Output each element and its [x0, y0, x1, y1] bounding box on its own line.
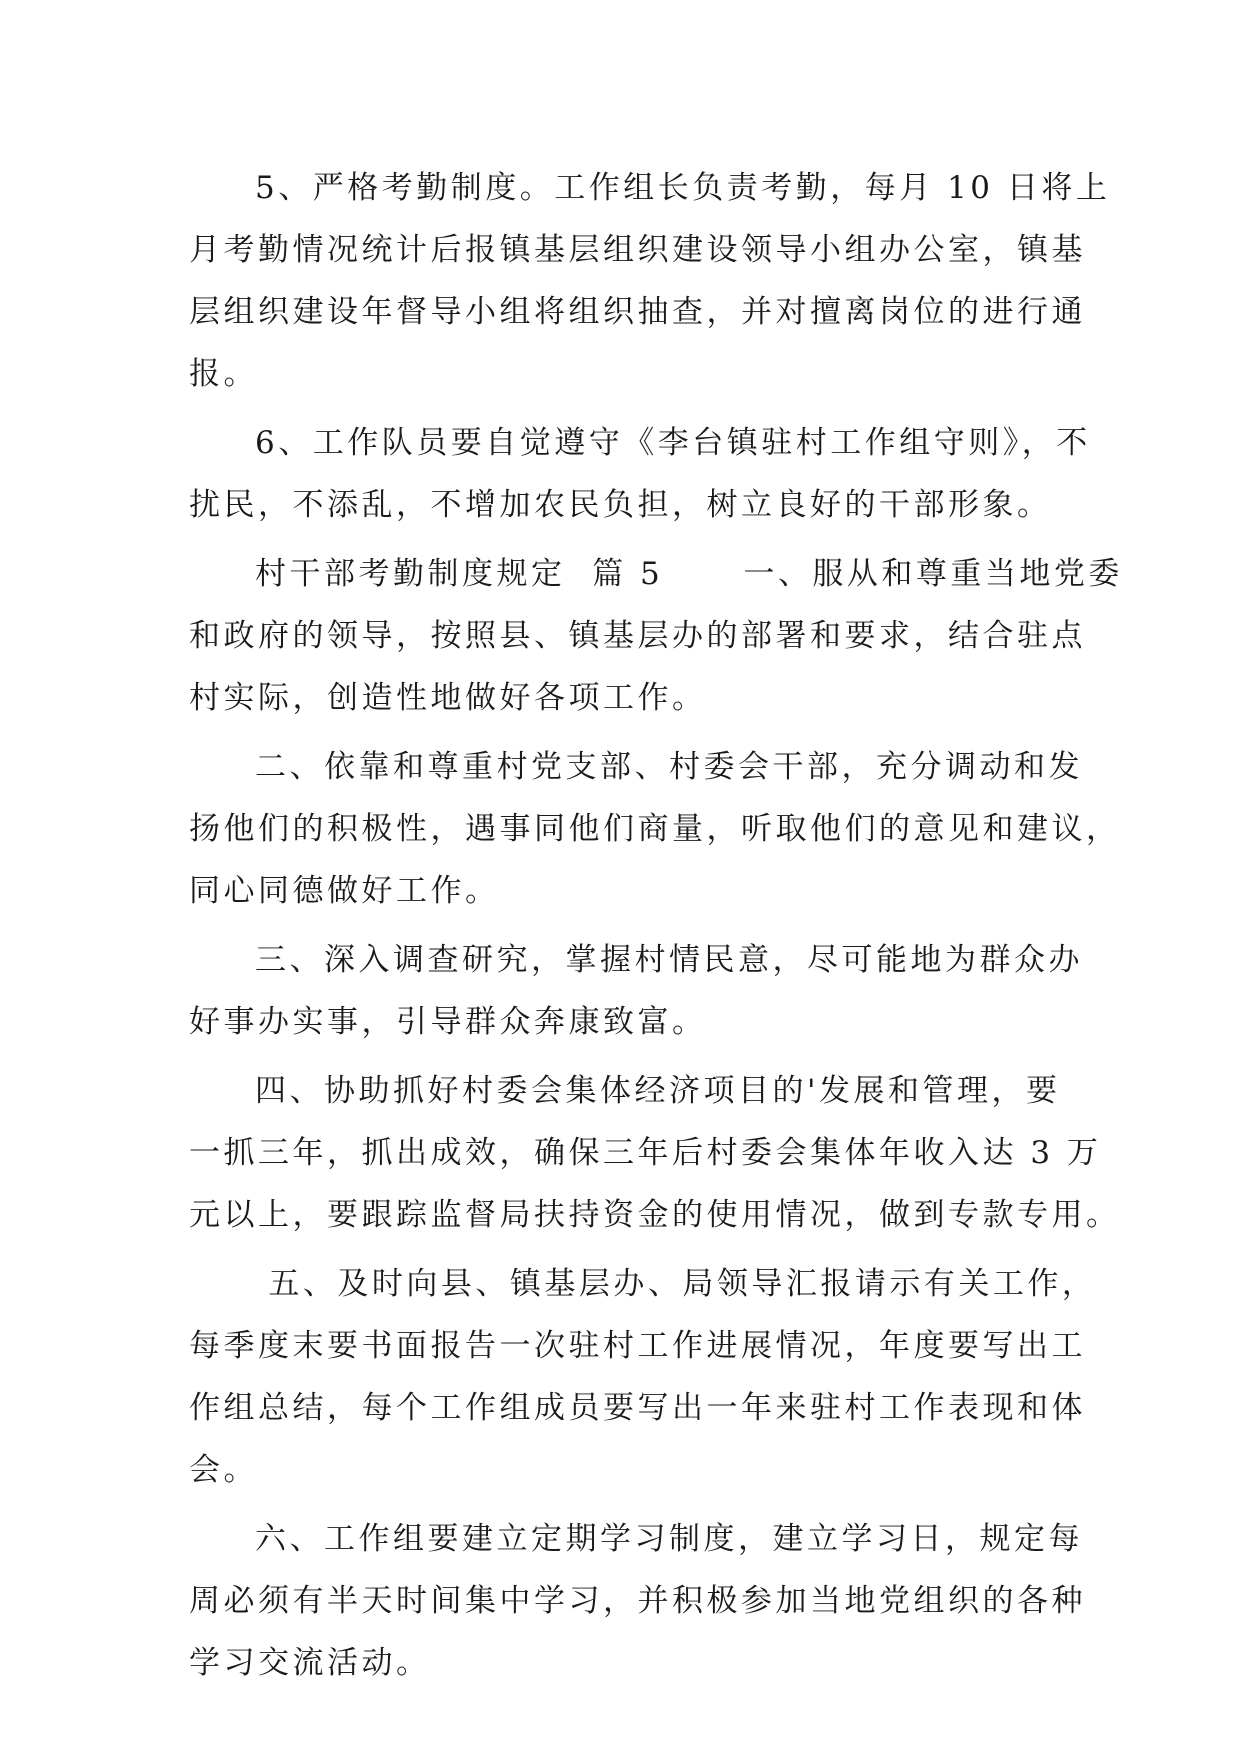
- paragraph-two: [189, 736, 1121, 922]
- text-line: 五、及时向县、镇基层办、局领导汇报请示有关工作，: [255, 1266, 1097, 1302]
- paragraph-item-6: [189, 412, 1091, 536]
- text-line: 元以上，要跟踪监督局扶持资金的使用情况，做到专款专用。: [189, 1197, 1121, 1233]
- text-line: 每季度末要书面报告一次驻村工作进展情况，年度要写出工: [189, 1328, 1086, 1364]
- text-line: 好事办实事，引导群众奔康致富。: [189, 1004, 707, 1040]
- paragraph-three: [189, 929, 1083, 1053]
- section-heading-paragraph: [189, 543, 1123, 729]
- text-line: 报。: [189, 356, 258, 392]
- text-line: 二、依靠和尊重村党支部、村委会干部，充分调动和发: [255, 749, 1083, 785]
- text-line: 5、严格考勤制度。工作组长负责考勤，每月 10 日将上: [255, 170, 1111, 206]
- text-line: 学习交流活动。: [189, 1645, 431, 1681]
- text-line: 和政府的领导，按照县、镇基层办的部署和要求，结合驻点: [189, 618, 1086, 654]
- text-line: 四、协助抓好村委会集体经济项目的'发展和管理，要: [255, 1073, 1061, 1109]
- text-line: 6、工作队员要自觉遵守《李台镇驻村工作组守则》，不: [255, 425, 1091, 461]
- paragraph-six: [189, 1508, 1086, 1694]
- text-line: 三、深入调查研究，掌握村情民意，尽可能地为群众办: [255, 942, 1083, 978]
- text-line: 一抓三年，抓出成效，确保三年后村委会集体年收入达 3 万: [189, 1135, 1102, 1171]
- text-line: 作组总结，每个工作组成员要写出一年来驻村工作表现和体: [189, 1390, 1086, 1426]
- paragraph-five: [189, 1253, 1097, 1501]
- text-line: 村实际，创造性地做好各项工作。: [189, 680, 707, 716]
- text-line: 同心同德做好工作。: [189, 873, 500, 909]
- text-line: 扰民，不添乱，不增加农民负担，树立良好的干部形象。: [189, 487, 1052, 523]
- paragraph-item-5: [189, 157, 1111, 405]
- text-line: 村干部考勤制度规定 篇 5 一、服从和尊重当地党委: [255, 556, 1123, 592]
- text-line: 六、工作组要建立定期学习制度，建立学习日，规定每: [255, 1521, 1083, 1557]
- text-line: 月考勤情况统计后报镇基层组织建设领导小组办公室，镇基: [189, 232, 1086, 268]
- text-line: 会。: [189, 1452, 258, 1488]
- text-line: 扬他们的积极性，遇事同他们商量，听取他们的意见和建议，: [189, 811, 1121, 847]
- text-line: 周必须有半天时间集中学习，并积极参加当地党组织的各种: [189, 1583, 1086, 1619]
- text-line: 层组织建设年督导小组将组织抽查，并对擅离岗位的进行通: [189, 294, 1086, 330]
- document-body: [189, 157, 1123, 1701]
- paragraph-four: [189, 1060, 1121, 1246]
